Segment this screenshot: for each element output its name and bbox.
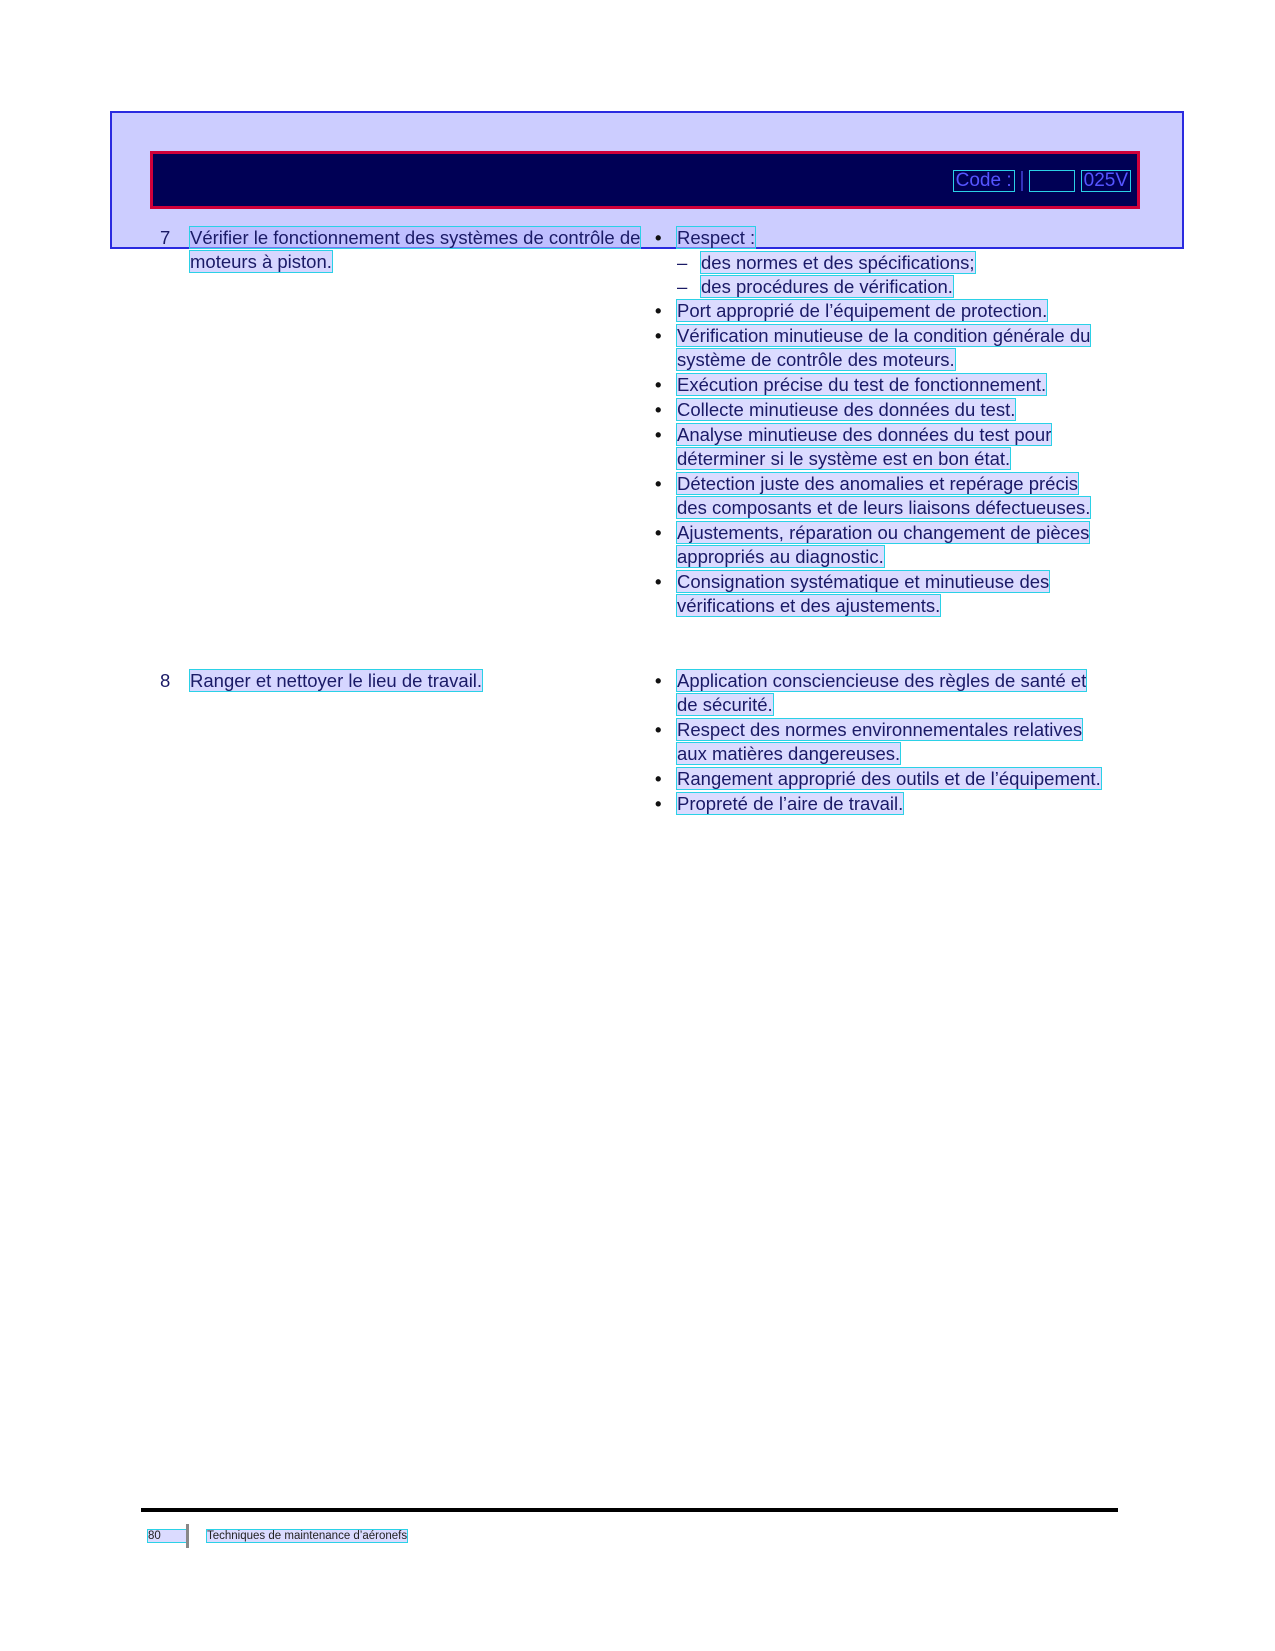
dash-icon: – <box>677 276 688 297</box>
competency-code <box>953 170 1131 192</box>
step-title: Vérifier le fonctionnement des systèmes de contrôle de moteurs à piston. <box>190 227 641 272</box>
bullet-icon: • <box>655 473 662 494</box>
criterion-text: Analyse minutieuse des données du test pour déterminer si le système est en bon état. <box>677 424 1052 469</box>
criterion-text: Ajustements, réparation ou changement de pièces appropriés au diagnostic. <box>677 522 1090 567</box>
criterion-item <box>655 718 1110 766</box>
header-bar <box>150 151 1140 209</box>
criterion-item <box>655 324 1110 372</box>
criterion-item <box>655 472 1110 520</box>
footer-divider <box>186 1524 189 1548</box>
criterion-text: Consignation systématique et minutieuse des vérifications et des ajustements. <box>677 571 1050 616</box>
performance-criteria <box>655 669 1110 817</box>
criterion-text: Respect : <box>677 227 756 248</box>
criterion-item <box>655 669 1110 717</box>
code-separator <box>1021 171 1023 191</box>
bullet-icon: • <box>655 300 662 321</box>
bullet-icon: • <box>655 793 662 814</box>
bullet-icon: • <box>655 571 662 592</box>
criterion-text: Propreté de l’aire de travail. <box>677 793 904 814</box>
bullet-icon: • <box>655 424 662 445</box>
sub-criterion-text: des normes et des spécifications; <box>701 252 975 273</box>
step-element <box>160 669 650 693</box>
code-label: Code : <box>953 170 1015 192</box>
footer-rule <box>141 1508 1118 1512</box>
criterion-text: Application consciencieuse des règles de santé et de sécurité. <box>677 670 1087 715</box>
step-element <box>160 226 650 274</box>
bullet-icon: • <box>655 670 662 691</box>
criterion-item <box>655 423 1110 471</box>
bullet-icon: • <box>655 325 662 346</box>
dash-icon: – <box>677 252 688 273</box>
bullet-icon: • <box>655 522 662 543</box>
criterion-item <box>655 570 1110 618</box>
bullet-icon: • <box>655 719 662 740</box>
criterion-text: Collecte minutieuse des données du test. <box>677 399 1016 420</box>
document-title: Techniques de maintenance d’aéronefs <box>207 1530 408 1542</box>
criterion-item <box>655 299 1110 323</box>
criterion-item <box>655 373 1110 397</box>
bullet-icon: • <box>655 768 662 789</box>
criterion-text: Rangement approprié des outils et de l’équipement. <box>677 768 1101 789</box>
criterion-text: Port approprié de l’équipement de protection. <box>677 300 1048 321</box>
criterion-item <box>655 792 1110 816</box>
performance-criteria <box>655 226 1110 619</box>
bullet-icon: • <box>655 399 662 420</box>
criterion-text: Détection juste des anomalies et repérage précis des composants et de leurs liaisons défectueuses. <box>677 473 1091 518</box>
sub-criterion-text: des procédures de vérification. <box>701 276 953 297</box>
sub-criterion-item <box>655 251 1110 275</box>
criterion-item <box>655 398 1110 422</box>
step-number: 7 <box>160 227 171 248</box>
criterion-text: Vérification minutieuse de la condition générale du système de contrôle des moteurs. <box>677 325 1091 370</box>
criterion-item <box>655 226 1110 250</box>
sub-criterion-item <box>655 275 1110 299</box>
page-footer <box>148 1524 407 1548</box>
code-value: 025V <box>1081 170 1131 192</box>
criterion-text: Respect des normes environnementales relatives aux matières dangereuses. <box>677 719 1083 764</box>
criterion-item <box>655 521 1110 569</box>
page-number: 80 <box>148 1530 186 1542</box>
bullet-icon: • <box>655 374 662 395</box>
code-spacer <box>1029 170 1075 192</box>
step-number: 8 <box>160 670 171 691</box>
step-title: Ranger et nettoyer le lieu de travail. <box>190 670 483 691</box>
bullet-icon: • <box>655 227 662 248</box>
criterion-item <box>655 767 1110 791</box>
criterion-text: Exécution précise du test de fonctionnement. <box>677 374 1047 395</box>
